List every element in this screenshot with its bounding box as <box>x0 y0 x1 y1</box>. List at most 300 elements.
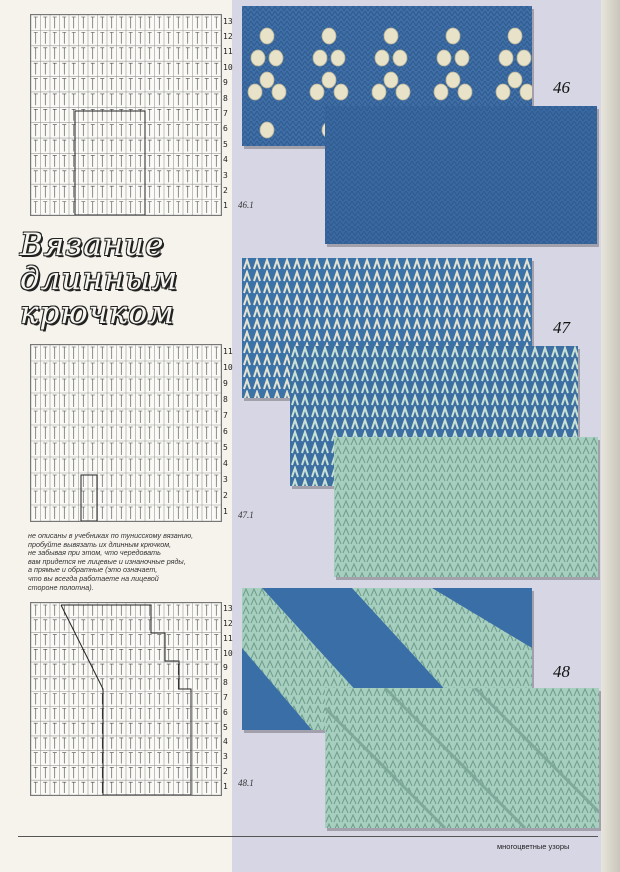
stitch-symbol <box>176 427 180 439</box>
row-number: 11 <box>223 347 233 356</box>
stitch-symbol <box>157 202 161 213</box>
bobble-stitch <box>260 122 274 138</box>
stitch-symbol <box>195 411 199 423</box>
stitch-symbol <box>34 635 38 646</box>
stitch-symbol <box>176 63 180 74</box>
stitch-symbol <box>129 635 133 646</box>
stitch-symbol <box>81 723 85 734</box>
bobble-stitch <box>375 50 389 66</box>
stitch-symbol <box>81 48 85 59</box>
stitch-symbol <box>195 694 199 705</box>
stitch-symbol <box>43 679 47 690</box>
stitch-symbol <box>167 443 171 455</box>
stitch-symbol <box>167 48 171 59</box>
row-number: 1 <box>223 201 228 211</box>
stitch-symbol <box>167 635 171 646</box>
stitch-symbol <box>53 767 57 778</box>
row-number: 8 <box>223 678 228 688</box>
stitch-symbol <box>157 140 161 151</box>
stitch-symbol <box>195 782 199 793</box>
stitch-symbol <box>157 664 161 675</box>
stitch-symbol <box>119 753 123 764</box>
stitch-symbol <box>157 379 161 391</box>
stitch-symbol <box>91 94 95 105</box>
stitch-symbol <box>205 48 209 59</box>
stitch-symbol <box>34 202 38 213</box>
stitch-symbol <box>167 738 171 749</box>
stitch-symbol <box>62 443 66 455</box>
stitch-symbol <box>176 395 180 407</box>
stitch-symbol <box>167 94 171 105</box>
stitch-symbol <box>148 694 152 705</box>
stitch-symbol <box>138 125 142 136</box>
stitch-symbol <box>100 395 104 407</box>
stitch-symbol <box>205 411 209 423</box>
stitch-symbol <box>205 738 209 749</box>
stitch-symbol <box>72 411 76 423</box>
row-number: 8 <box>223 395 228 404</box>
stitch-symbol <box>43 443 47 455</box>
stitch-symbol <box>157 605 161 616</box>
stitch-symbol <box>43 17 47 28</box>
stitch-symbol <box>129 738 133 749</box>
stitch-symbol <box>62 767 66 778</box>
stitch-symbol <box>157 491 161 503</box>
stitch-symbol <box>214 635 218 646</box>
stitch-symbol <box>91 140 95 151</box>
stitch-symbol <box>72 620 76 631</box>
stitch-symbol <box>176 155 180 166</box>
stitch-symbol <box>81 17 85 28</box>
stitch-symbol <box>138 48 142 59</box>
stitch-symbol <box>195 753 199 764</box>
stitch-symbol <box>138 491 142 503</box>
stitch-symbol <box>138 475 142 487</box>
stitch-symbol <box>167 32 171 43</box>
stitch-symbol <box>43 507 47 519</box>
stitch-symbol <box>214 738 218 749</box>
bobble-stitch <box>251 50 265 66</box>
stitch-symbol <box>53 202 57 213</box>
stitch-symbol <box>34 363 38 375</box>
stitch-symbol <box>119 635 123 646</box>
stitch-symbol <box>214 708 218 719</box>
title-line-3: крючком <box>20 295 175 331</box>
stitch-symbol <box>119 79 123 90</box>
note-line: стороне полотна). <box>28 582 94 592</box>
stitch-symbol <box>100 694 104 705</box>
stitch-symbol <box>157 32 161 43</box>
stitch-symbol <box>53 94 57 105</box>
stitch-symbol <box>148 109 152 120</box>
stitch-symbol <box>110 738 114 749</box>
stitch-symbol <box>34 738 38 749</box>
row-number: 4 <box>223 459 228 468</box>
stitch-symbol <box>110 186 114 197</box>
stitch-symbol <box>167 202 171 213</box>
stitch-symbol <box>176 171 180 182</box>
stitch-symbol <box>100 605 104 616</box>
stitch-symbol <box>214 109 218 120</box>
stitch-symbol <box>205 155 209 166</box>
stitch-symbol <box>148 379 152 391</box>
stitch-symbol <box>157 171 161 182</box>
stitch-symbol <box>91 79 95 90</box>
bobble-stitch <box>269 50 283 66</box>
stitch-symbol <box>186 475 190 487</box>
stitch-symbol <box>62 125 66 136</box>
stitch-symbol <box>34 443 38 455</box>
stitch-symbol <box>157 17 161 28</box>
stitch-symbol <box>157 109 161 120</box>
bobble-stitch <box>334 84 348 100</box>
stitch-symbol <box>195 649 199 660</box>
stitch-symbol <box>205 723 209 734</box>
stitch-symbol <box>167 427 171 439</box>
stitch-symbol <box>205 620 209 631</box>
stitch-symbol <box>53 475 57 487</box>
stitch-symbol <box>81 491 85 503</box>
stitch-symbol <box>81 694 85 705</box>
swatch-47-mint <box>334 437 598 577</box>
stitch-symbol <box>186 94 190 105</box>
stitch-symbol <box>148 171 152 182</box>
stitch-symbol <box>62 94 66 105</box>
stitch-symbol <box>157 475 161 487</box>
stitch-symbol <box>53 48 57 59</box>
stitch-symbol <box>110 679 114 690</box>
stitch-symbol <box>138 635 142 646</box>
stitch-symbol <box>34 140 38 151</box>
stitch-symbol <box>34 605 38 616</box>
stitch-symbol <box>186 782 190 793</box>
page-title <box>20 228 230 330</box>
stitch-symbol <box>186 723 190 734</box>
stitch-symbol <box>110 347 114 359</box>
stitch-symbol <box>91 363 95 375</box>
bobble-stitch <box>310 84 324 100</box>
stitch-symbol <box>214 620 218 631</box>
stitch-symbol <box>186 753 190 764</box>
stitch-symbol <box>186 649 190 660</box>
stitch-symbol <box>148 202 152 213</box>
stitch-symbol <box>81 738 85 749</box>
stitch-symbol <box>129 17 133 28</box>
stitch-symbol <box>34 723 38 734</box>
stitch-symbol <box>138 694 142 705</box>
stitch-symbol <box>34 379 38 391</box>
stitch-symbol <box>176 782 180 793</box>
stitch-symbol <box>157 507 161 519</box>
stitch-symbol <box>43 411 47 423</box>
stitch-symbol <box>53 155 57 166</box>
stitch-symbol <box>138 140 142 151</box>
stitch-symbol <box>34 459 38 471</box>
stitch-symbol <box>148 664 152 675</box>
stitch-symbol <box>34 411 38 423</box>
bobble-stitch <box>446 28 460 44</box>
stitch-symbol <box>176 347 180 359</box>
stitch-symbol <box>157 155 161 166</box>
stitch-symbol <box>34 186 38 197</box>
stitch-symbol <box>81 171 85 182</box>
stitch-symbol <box>205 379 209 391</box>
bobble-stitch <box>393 50 407 66</box>
stitch-symbol <box>157 620 161 631</box>
stitch-symbol <box>34 171 38 182</box>
stitch-symbol <box>110 475 114 487</box>
stitch-symbol <box>214 186 218 197</box>
stitch-symbol <box>167 475 171 487</box>
stitch-symbol <box>148 395 152 407</box>
stitch-symbol <box>129 507 133 519</box>
stitch-symbol <box>129 664 133 675</box>
stitch-symbol <box>176 507 180 519</box>
stitch-symbol <box>43 605 47 616</box>
stitch-symbol <box>195 767 199 778</box>
stitch-symbol <box>110 17 114 28</box>
stitch-symbol <box>81 125 85 136</box>
stitch-symbol <box>138 507 142 519</box>
stitch-symbol <box>81 443 85 455</box>
stitch-symbol <box>195 395 199 407</box>
stitch-symbol <box>91 48 95 59</box>
bobble-stitch <box>322 72 336 88</box>
stitch-symbol <box>34 94 38 105</box>
stitch-symbol <box>100 649 104 660</box>
stitch-symbol <box>91 738 95 749</box>
stitch-symbol <box>214 782 218 793</box>
stitch-symbol <box>167 155 171 166</box>
stitch-symbol <box>119 443 123 455</box>
stitch-symbol <box>186 17 190 28</box>
stitch-symbol <box>53 459 57 471</box>
stitch-symbol <box>205 202 209 213</box>
stitch-symbol <box>81 411 85 423</box>
stitch-symbol <box>195 664 199 675</box>
stitch-symbol <box>34 620 38 631</box>
stitch-symbol <box>91 679 95 690</box>
stitch-symbol <box>43 171 47 182</box>
stitch-symbol <box>43 94 47 105</box>
stitch-symbol <box>214 125 218 136</box>
stitch-symbol <box>100 491 104 503</box>
stitch-symbol <box>129 140 133 151</box>
stitch-symbol <box>53 379 57 391</box>
stitch-symbol <box>195 723 199 734</box>
stitch-symbol <box>91 186 95 197</box>
stitch-symbol <box>81 635 85 646</box>
stitch-symbol <box>119 620 123 631</box>
stitch-symbol <box>176 411 180 423</box>
stitch-symbol <box>43 202 47 213</box>
stitch-symbol <box>34 694 38 705</box>
bobble-stitch <box>434 84 448 100</box>
stitch-symbol <box>138 363 142 375</box>
stitch-symbol <box>43 475 47 487</box>
stitch-symbol <box>110 649 114 660</box>
stitch-symbol <box>176 723 180 734</box>
stitch-symbol <box>91 782 95 793</box>
stitch-symbol <box>110 395 114 407</box>
stitch-symbol <box>100 443 104 455</box>
stitch-symbol <box>53 708 57 719</box>
stitch-symbol <box>119 140 123 151</box>
stitch-symbol <box>81 63 85 74</box>
stitch-symbol <box>186 605 190 616</box>
stitch-symbol <box>148 186 152 197</box>
stitch-symbol <box>176 140 180 151</box>
stitch-symbol <box>129 48 133 59</box>
stitch-symbol <box>91 475 95 487</box>
row-number: 12 <box>223 32 233 42</box>
stitch-symbol <box>157 395 161 407</box>
stitch-symbol <box>176 109 180 120</box>
stitch-symbol <box>81 155 85 166</box>
stitch-symbol <box>129 363 133 375</box>
stitch-symbol <box>214 459 218 471</box>
stitch-symbol <box>119 17 123 28</box>
stitch-symbol <box>176 186 180 197</box>
bobble-stitch <box>496 84 510 100</box>
stitch-symbol <box>91 723 95 734</box>
stitch-symbol <box>100 664 104 675</box>
stitch-symbol <box>176 79 180 90</box>
stitch-symbol <box>214 171 218 182</box>
stitch-symbol <box>157 694 161 705</box>
stitch-symbol <box>214 475 218 487</box>
row-number: 13 <box>223 604 233 614</box>
bobble-stitch <box>331 50 345 66</box>
stitch-symbol <box>62 411 66 423</box>
stitch-symbol <box>100 48 104 59</box>
stitch-symbol <box>186 507 190 519</box>
stitch-symbol <box>195 379 199 391</box>
stitch-symbol <box>186 459 190 471</box>
stitch-symbol <box>205 17 209 28</box>
stitch-symbol <box>91 63 95 74</box>
stitch-symbol <box>110 411 114 423</box>
row-number: 11 <box>223 47 233 57</box>
stitch-symbol <box>91 605 95 616</box>
stitch-symbol <box>53 427 57 439</box>
stitch-symbol <box>214 155 218 166</box>
stitch-symbol <box>195 507 199 519</box>
stitch-symbol <box>62 491 66 503</box>
stitch-symbol <box>205 347 209 359</box>
stitch-symbol <box>138 379 142 391</box>
stitch-symbol <box>195 109 199 120</box>
stitch-symbol <box>110 635 114 646</box>
stitch-symbol <box>205 186 209 197</box>
stitch-symbol <box>148 32 152 43</box>
stitch-symbol <box>100 379 104 391</box>
stitch-symbol <box>176 738 180 749</box>
stitch-symbol <box>138 605 142 616</box>
stitch-symbol <box>43 347 47 359</box>
stitch-symbol <box>186 427 190 439</box>
stitch-symbol <box>138 443 142 455</box>
stitch-symbol <box>62 363 66 375</box>
stitch-symbol <box>34 109 38 120</box>
stitch-symbol <box>119 782 123 793</box>
stitch-symbol <box>195 140 199 151</box>
stitch-symbol <box>119 155 123 166</box>
stitch-symbol <box>43 649 47 660</box>
stitch-symbol <box>138 347 142 359</box>
stitch-symbol <box>110 48 114 59</box>
footer-rule <box>18 836 598 837</box>
stitch-symbol <box>110 491 114 503</box>
stitch-symbol <box>110 63 114 74</box>
stitch-symbol <box>53 507 57 519</box>
stitch-symbol <box>214 427 218 439</box>
stitch-symbol <box>129 443 133 455</box>
stitch-symbol <box>81 379 85 391</box>
stitch-symbol <box>43 155 47 166</box>
stitch-symbol <box>119 694 123 705</box>
stitch-symbol <box>81 202 85 213</box>
stitch-symbol <box>62 186 66 197</box>
stitch-symbol <box>176 379 180 391</box>
stitch-symbol <box>167 171 171 182</box>
stitch-symbol <box>148 411 152 423</box>
stitch-symbol <box>53 363 57 375</box>
stitch-symbol <box>72 347 76 359</box>
stitch-symbol <box>34 155 38 166</box>
stitch-symbol <box>157 459 161 471</box>
stitch-symbol <box>43 125 47 136</box>
stitch-symbol <box>167 782 171 793</box>
stitch-symbol <box>148 767 152 778</box>
stitch-symbol <box>34 507 38 519</box>
stitch-symbol <box>72 649 76 660</box>
stitch-symbol <box>205 664 209 675</box>
stitch-symbol <box>138 664 142 675</box>
stitch-symbol <box>72 635 76 646</box>
stitch-symbol <box>205 491 209 503</box>
chart-48-1 <box>30 602 222 796</box>
stitch-symbol <box>167 753 171 764</box>
stitch-symbol <box>34 395 38 407</box>
stitch-symbol <box>100 202 104 213</box>
stitch-symbol <box>214 753 218 764</box>
stitch-symbol <box>167 347 171 359</box>
stitch-symbol <box>176 753 180 764</box>
stitch-symbol <box>214 32 218 43</box>
stitch-symbol <box>53 723 57 734</box>
stitch-symbol <box>34 708 38 719</box>
stitch-symbol <box>195 155 199 166</box>
stitch-symbol <box>119 664 123 675</box>
stitch-symbol <box>110 363 114 375</box>
stitch-symbol <box>186 48 190 59</box>
stitch-symbol <box>176 48 180 59</box>
stitch-symbol <box>195 459 199 471</box>
stitch-symbol <box>72 395 76 407</box>
stitch-symbol <box>129 782 133 793</box>
stitch-symbol <box>100 140 104 151</box>
stitch-symbol <box>205 32 209 43</box>
stitch-symbol <box>53 186 57 197</box>
stitch-symbol <box>186 63 190 74</box>
note-line: пробуйте вывязать их длинным крючком, <box>28 539 172 549</box>
stitch-symbol <box>72 79 76 90</box>
stitch-symbol <box>148 491 152 503</box>
stitch-symbol <box>129 491 133 503</box>
stitch-symbol <box>100 767 104 778</box>
stitch-symbol <box>81 32 85 43</box>
